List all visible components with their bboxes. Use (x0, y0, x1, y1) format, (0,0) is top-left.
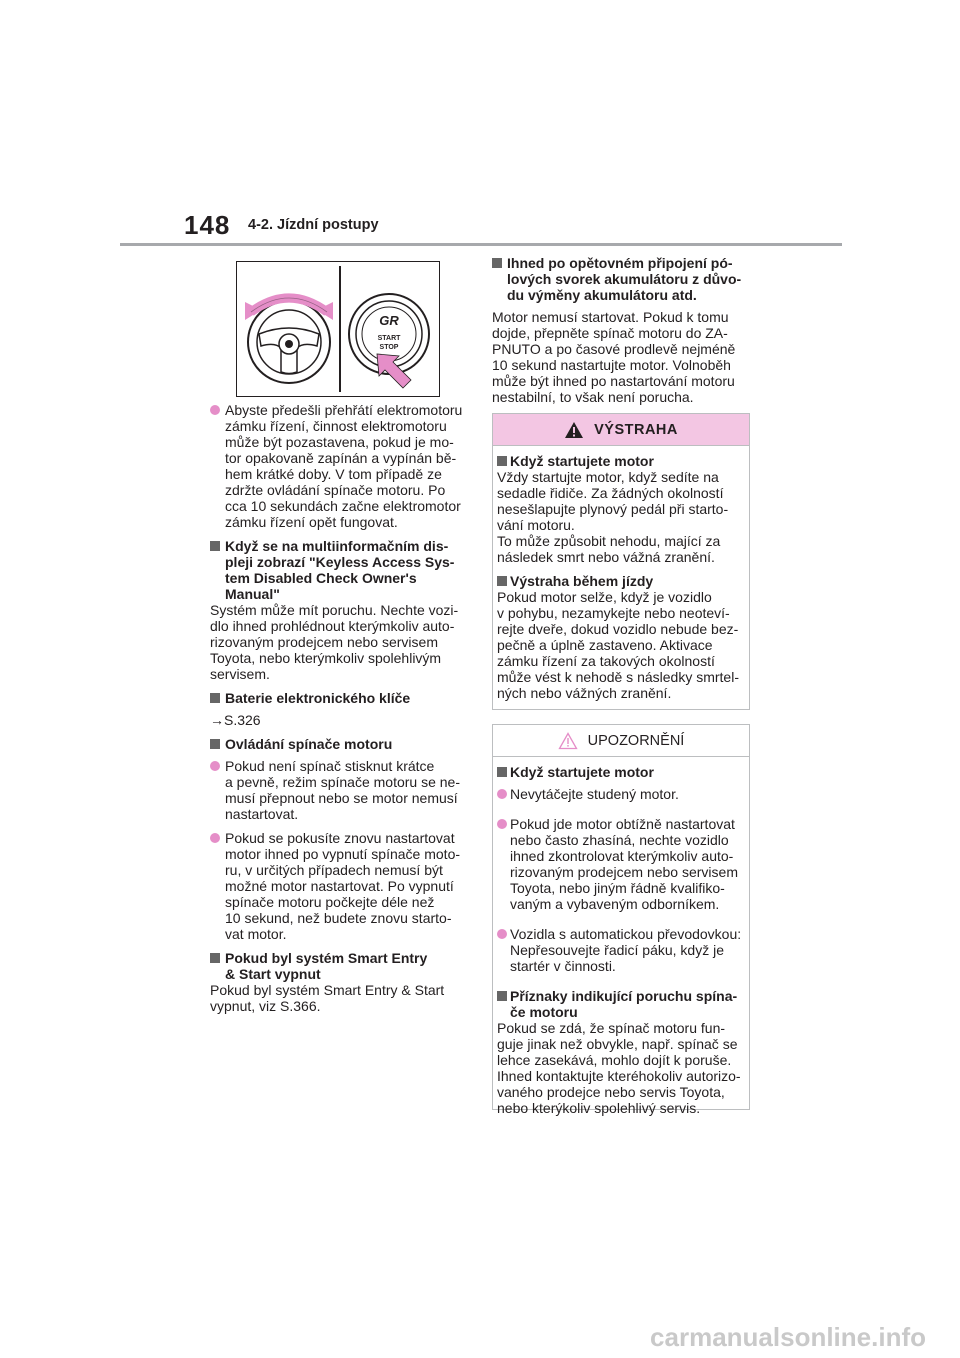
warning-box-header (493, 414, 749, 446)
line: sedadle řidiče. Za žádných okolností (497, 485, 724, 501)
line: guje jinak než obvykle, např. spínač se (497, 1036, 738, 1052)
square-bullet-icon (497, 767, 507, 777)
line: zdržte ovládání spínače motoru. Po (225, 482, 446, 498)
header-rule (120, 243, 842, 246)
caution-triangle-icon (558, 732, 578, 750)
line: Pokud byl systém Smart Entry & Start (210, 982, 445, 998)
line: Pokud není spínač stisknut krátce (225, 758, 435, 774)
line: následek smrt nebo vážná zranění. (497, 549, 715, 565)
line: dojde, přepněte spínač motoru do ZA- (492, 325, 728, 341)
line: rejte dveře, dokud vozidlo nebude bez- (497, 621, 739, 637)
right-column (492, 255, 750, 413)
bullet-dot-icon (497, 819, 507, 829)
line: nebo kterýkoliv spolehlivý servis. (497, 1100, 701, 1116)
line: Systém může mít poruchu. Nechte vozi- (210, 602, 459, 618)
bullet-dot-icon (210, 833, 220, 843)
line: pleji zobrazí "Keyless Access Sys- (225, 554, 455, 570)
bullet-dot-icon (497, 929, 507, 939)
line: Ihned kontaktujte kteréhokoliv autorizo- (497, 1068, 741, 1084)
keyless-message-heading (210, 538, 472, 602)
notice-box-body (493, 757, 749, 1116)
line: Toyota, nebo jiným řádně kvalifiko- (510, 880, 725, 896)
line: Ihned po opětovném připojení pó- (507, 255, 733, 271)
line: servisem. (210, 666, 270, 682)
line: ru, v určitých případech nemusí být (225, 862, 443, 878)
line: Pokud jde motor obtížně nastartovat (510, 816, 735, 832)
line: Když startujete motor (510, 764, 654, 780)
line: ných nebo vážných zranění. (497, 685, 672, 701)
line: če motoru (510, 1004, 578, 1020)
warning-driving-heading (497, 573, 745, 589)
switch-operation-heading (210, 736, 472, 752)
square-bullet-icon (210, 541, 220, 551)
smart-entry-off-heading (210, 950, 472, 982)
steering-lock-illustration (236, 261, 440, 397)
square-bullet-icon (497, 456, 507, 466)
line: vaného prodejce nebo servis Toyota, (497, 1084, 725, 1100)
notice-malfunction-heading (497, 988, 745, 1020)
stop-label: STOP (379, 344, 399, 351)
line: a pevně, režim spínače motoru se ne- (225, 774, 461, 790)
line: ihned zkontrolovat kterýmkoliv auto- (510, 848, 734, 864)
line: motor ihned po vypnutí spínače moto- (225, 846, 461, 862)
line: může vést k nehodě s následky smrtel- (497, 669, 739, 685)
warning-driving-text (497, 589, 745, 701)
square-bullet-icon (492, 258, 502, 268)
line: Příznaky indikující poruchu spína- (510, 988, 738, 1004)
warning-start-heading (497, 453, 745, 469)
notice-hard-start (497, 816, 745, 912)
line: 10 sekund, než budete znovu starto- (225, 910, 452, 926)
watermark: carmanualsonline.info (650, 1322, 926, 1352)
line: vání motoru. (497, 517, 575, 533)
line: zámku řízení opět fungovat. (225, 514, 398, 530)
battery-reconnect-heading (492, 255, 750, 303)
warning-triangle-icon (564, 421, 584, 439)
notice-title: UPOZORNĚNÍ (587, 732, 685, 749)
notice-start-heading (497, 764, 745, 780)
line: tor opakovaně zapínán a vypínán bě- (225, 450, 457, 466)
warning-box (492, 413, 750, 710)
steering-wheel-icon (248, 301, 330, 383)
line: tem Disabled Check Owner's (225, 570, 417, 586)
left-column (210, 402, 472, 1022)
line: spínače motoru počkejte déle než (225, 894, 435, 910)
warning-title: VÝSTRAHA (594, 421, 678, 438)
battery-reconnect-text (492, 309, 750, 405)
gr-logo-text: GR (379, 313, 399, 328)
bullet-dot-icon (497, 789, 507, 799)
line: zámku řízení za takových okolností (497, 653, 715, 669)
square-bullet-icon (210, 953, 220, 963)
line: nebo často zhasíná, nechte vozidlo (510, 832, 729, 848)
line: možné motor nastartovat. Po vypnutí (225, 878, 454, 894)
line: nestabilní, to však není porucha. (492, 389, 694, 405)
notice-cold-engine (497, 786, 745, 802)
line: Vozidla s automatickou převodovkou: (510, 926, 742, 942)
square-bullet-icon (210, 739, 220, 749)
notice-box (492, 724, 750, 1116)
key-battery-reference: →S.326 (210, 712, 261, 728)
line: cca 10 sekundách začne elektromotor (225, 498, 461, 514)
line: vaným a vybaveným odborníkem. (510, 896, 720, 912)
line: může být pozastavena, pokud je mo- (225, 434, 454, 450)
line: vat motor. (225, 926, 287, 942)
line: Pokud motor selže, když je vozidlo (497, 589, 712, 605)
restart-wait-note (210, 830, 472, 942)
line: Pokud se pokusíte znovu nastartovat (225, 830, 455, 846)
key-battery-heading (210, 690, 472, 706)
notice-automatic-transmission (497, 926, 745, 974)
line: Nepřesouvejte řadicí páku, když je (510, 942, 724, 958)
line: du výměny akumulátoru atd. (507, 287, 697, 303)
line: nastartovat. (225, 806, 299, 822)
line: Když se na multiinformačním dis- (225, 538, 449, 554)
line: Ovládání spínače motoru (225, 736, 393, 752)
line: vypnut, viz S.366. (210, 998, 321, 1014)
steering-lock-overheat-note (210, 402, 472, 530)
line: v pohybu, nezamykejte nebo neoteví- (497, 605, 730, 621)
steering-wheel-and-start-button-drawing (237, 262, 439, 396)
line: To může způsobit nehodu, mající za (497, 533, 721, 549)
line: Výstraha během jízdy (510, 573, 654, 589)
bullet-dot-icon (210, 761, 220, 771)
square-bullet-icon (210, 693, 220, 703)
page-number: 148 (184, 210, 231, 240)
line: rizovaným prodejcem nebo servisem (210, 634, 438, 650)
line: Pokud se zdá, že spínač motoru fun- (497, 1020, 726, 1036)
line: dlo ihned prohlédnout kterýmkoliv auto- (210, 618, 455, 634)
line: lových svorek akumulátoru z důvo- (507, 271, 742, 287)
line: nesešlapujte plynový pedál při starto- (497, 501, 729, 517)
line: hem krátké doby. V tom případě ze (225, 466, 442, 482)
line: Toyota, nebo kterýmkoliv spolehlivým (210, 650, 442, 666)
line: Motor nemusí startovat. Pokud k tomu (492, 309, 729, 325)
line: 10 sekund nastartujte motor. Volnoběh (492, 357, 731, 373)
warning-start-text (497, 469, 745, 565)
line: musí přepnout nebo se motor nemusí (225, 790, 458, 806)
line: zámku řízení, činnost elektromotoru (225, 418, 447, 434)
square-bullet-icon (497, 576, 507, 586)
line: Nevytáčejte studený motor. (510, 786, 679, 802)
line: Pokud byl systém Smart Entry (225, 950, 428, 966)
line: & Start vypnut (225, 966, 321, 982)
square-bullet-icon (497, 991, 507, 1001)
line: Vždy startujte motor, když sedíte na (497, 469, 719, 485)
line: Abyste předešli přehřátí elektromotoru (225, 402, 463, 418)
bullet-dot-icon (210, 405, 220, 415)
line: Baterie elektronického klíče (225, 690, 411, 706)
smart-entry-off-text (210, 982, 472, 1014)
start-label: START (377, 335, 401, 342)
line: startér v činnosti. (510, 958, 616, 974)
warning-box-body (493, 446, 749, 701)
line: může být ihned po nastartování motoru (492, 373, 735, 389)
line: lehce zasekává, mohlo dojít k poruše. (497, 1052, 732, 1068)
notice-box-header (493, 725, 749, 757)
line: rizovaným prodejcem nebo servisem (510, 864, 738, 880)
line: PNUTO a po časové prodlevě nejméně (492, 341, 736, 357)
line: pečně a úplně zastaveno. Aktivace (497, 637, 713, 653)
switch-press-note (210, 758, 472, 822)
line: Když startujete motor (510, 453, 654, 469)
section-title: 4-2. Jízdní postupy (248, 217, 379, 233)
notice-malfunction-text (497, 1020, 745, 1116)
keyless-message-text (210, 602, 472, 682)
line: Manual" (225, 586, 280, 602)
